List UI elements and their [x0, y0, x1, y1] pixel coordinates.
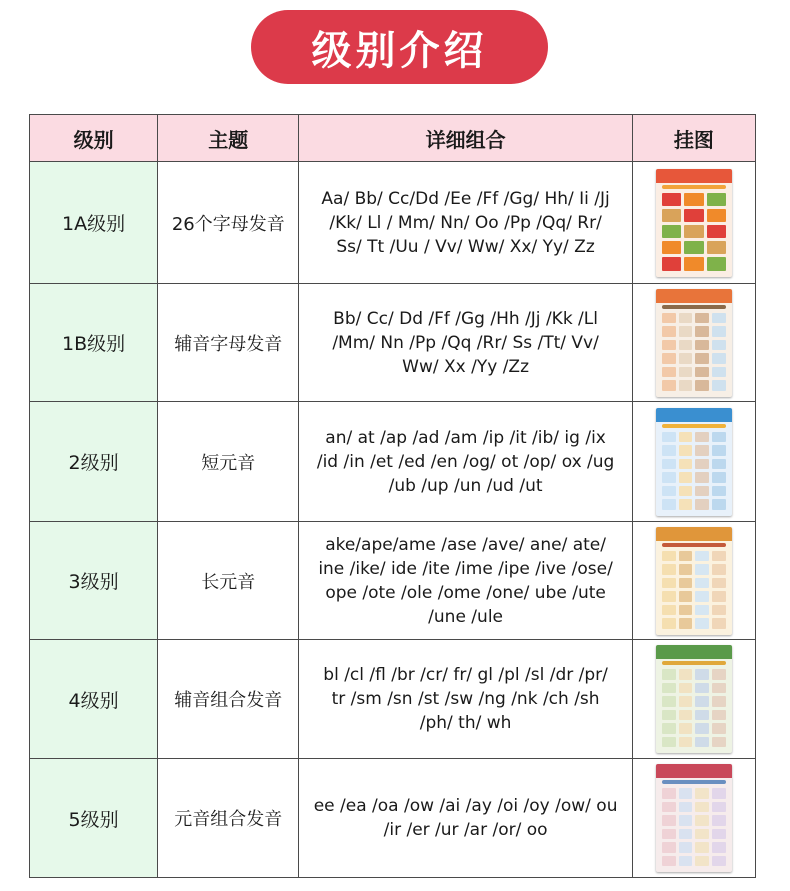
poster-card-grid [662, 551, 726, 629]
poster-card [679, 710, 693, 721]
poster-card [695, 380, 709, 391]
poster-card [712, 618, 726, 629]
poster-card [662, 696, 676, 707]
poster-card [679, 380, 693, 391]
poster-card [679, 313, 693, 324]
poster-card [679, 683, 693, 694]
poster-card [712, 710, 726, 721]
poster-card [707, 241, 726, 254]
poster-card [679, 459, 693, 470]
poster-card [679, 723, 693, 734]
poster-card [695, 340, 709, 351]
poster-card [695, 618, 709, 629]
detail-line: ee /ea /oa /ow /ai /ay /oi /oy /ow/ ou [313, 796, 618, 816]
poster-card [712, 551, 726, 562]
poster-card [662, 499, 676, 510]
poster-card [712, 578, 726, 589]
poster-card [712, 326, 726, 337]
poster-card [707, 209, 726, 222]
poster-card [695, 564, 709, 575]
poster-card [712, 353, 726, 364]
poster-card [695, 723, 709, 734]
table-row [30, 759, 756, 878]
level-table [29, 114, 756, 878]
poster-card [695, 551, 709, 562]
poster-card [712, 367, 726, 378]
long-vowel-poster-icon[interactable] [656, 527, 732, 635]
poster-card [662, 225, 681, 238]
poster-card [712, 486, 726, 497]
detail-line: ine /ike/ ide /ite /ime /ipe /ive /ose/ [318, 558, 613, 579]
level-cell: 5级别 [30, 759, 158, 878]
poster-card [662, 313, 676, 324]
poster-card [707, 257, 726, 270]
poster-card [695, 669, 709, 680]
poster-card [662, 326, 676, 337]
detail-line: /ph/ th/ wh [419, 713, 512, 733]
poster-card [662, 209, 681, 222]
poster-card [662, 459, 676, 470]
poster-card [712, 669, 726, 680]
poster-card [695, 313, 709, 324]
poster-card [679, 802, 693, 813]
poster-card [684, 209, 703, 222]
topic-cell: 26个字母发音 [158, 162, 299, 284]
poster-card [684, 257, 703, 270]
poster-card [679, 432, 693, 443]
poster-card [679, 829, 693, 840]
detail-line: /ub /up /un /ud /ut [388, 475, 543, 496]
detail-cell [299, 402, 632, 522]
poster-card [695, 432, 709, 443]
poster-card [679, 445, 693, 456]
poster-card [662, 842, 676, 853]
poster-title-strip [662, 661, 726, 665]
detail-cell [299, 640, 632, 759]
poster-card [679, 564, 693, 575]
poster-card [695, 459, 709, 470]
table-row [30, 402, 756, 522]
poster-title-strip [662, 780, 726, 784]
short-vowel-poster-icon[interactable] [656, 408, 732, 516]
poster-card [679, 605, 693, 616]
table-row [30, 522, 756, 640]
poster-card [679, 551, 693, 562]
table-row [30, 640, 756, 759]
poster-card [712, 802, 726, 813]
detail-line: bl /cl /fl /br /cr/ fr/ gl /pl /sl /dr /pr/ [323, 665, 608, 685]
poster-card [712, 788, 726, 799]
poster-card [695, 842, 709, 853]
poster-card [707, 225, 726, 238]
poster-header-band [656, 289, 732, 303]
poster-card [662, 193, 681, 206]
poster-card [695, 353, 709, 364]
poster-card [695, 788, 709, 799]
poster-card [695, 710, 709, 721]
poster-card [662, 737, 676, 748]
poster-card [712, 564, 726, 575]
poster-card-grid [662, 432, 726, 510]
poster-cell [632, 522, 755, 640]
poster-card [679, 815, 693, 826]
poster-title-strip [662, 424, 726, 428]
poster-card [712, 696, 726, 707]
poster-header-band [656, 645, 732, 659]
poster-cell [632, 759, 755, 878]
poster-card [662, 353, 676, 364]
detail-line: ope /ote /ole /ome /one/ ube /ute [325, 582, 606, 603]
poster-card [679, 326, 693, 337]
title-banner [251, 10, 548, 84]
poster-card [662, 618, 676, 629]
poster-card [679, 578, 693, 589]
poster-card [679, 618, 693, 629]
poster-card-grid [662, 193, 726, 271]
topic-cell: 元音组合发音 [158, 759, 299, 878]
poster-card [679, 856, 693, 867]
poster-card [679, 591, 693, 602]
detail-cell [299, 759, 632, 878]
header-detail: 详细组合 [299, 115, 632, 162]
poster-cell [632, 640, 755, 759]
poster-card [662, 788, 676, 799]
poster-card [662, 551, 676, 562]
poster-title-strip [662, 543, 726, 547]
poster-card [662, 578, 676, 589]
poster-card [695, 591, 709, 602]
poster-card [679, 696, 693, 707]
poster-card [712, 591, 726, 602]
detail-line: Ww/ Xx /Yy /Zz [402, 356, 529, 377]
poster-card [712, 815, 726, 826]
poster-card [662, 710, 676, 721]
poster-card [679, 353, 693, 364]
poster-card [662, 241, 681, 254]
poster-card [662, 683, 676, 694]
detail-cell [299, 522, 632, 640]
poster-card [662, 340, 676, 351]
poster-card [679, 842, 693, 853]
poster-card [679, 669, 693, 680]
poster-card [662, 856, 676, 867]
poster-card [662, 472, 676, 483]
poster-card [707, 193, 726, 206]
poster-card [695, 367, 709, 378]
poster-cell [632, 284, 755, 402]
poster-card [695, 856, 709, 867]
poster-card [662, 669, 676, 680]
poster-card [695, 696, 709, 707]
poster-card [662, 445, 676, 456]
poster-card [712, 737, 726, 748]
vowel-team-poster-icon[interactable] [656, 764, 732, 872]
poster-card [695, 605, 709, 616]
poster-header-band [656, 764, 732, 778]
table-header-row [30, 115, 756, 162]
poster-card [662, 367, 676, 378]
detail-line: /une /ule [428, 606, 503, 627]
topic-cell: 辅音组合发音 [158, 640, 299, 759]
poster-card [712, 499, 726, 510]
header-topic: 主题 [158, 115, 299, 162]
poster-header-band [656, 408, 732, 422]
poster-cell [632, 162, 755, 284]
poster-card [712, 445, 726, 456]
header-level: 级别 [30, 115, 158, 162]
poster-card [712, 723, 726, 734]
page-title: 级别介绍 [311, 27, 488, 74]
poster-card [712, 340, 726, 351]
poster-card [684, 241, 703, 254]
poster-title-strip [662, 185, 726, 189]
poster-card [662, 723, 676, 734]
detail-line: tr /sm /sn /st /sw /ng /nk /ch /sh [331, 689, 600, 709]
header-poster: 挂图 [632, 115, 755, 162]
poster-card [662, 564, 676, 575]
poster-card [679, 499, 693, 510]
poster-card [695, 815, 709, 826]
level-cell: 1B级别 [30, 284, 158, 402]
poster-card [695, 829, 709, 840]
poster-title-strip [662, 305, 726, 309]
level-cell: 1A级别 [30, 162, 158, 284]
poster-card [712, 380, 726, 391]
poster-card [712, 459, 726, 470]
detail-line: /Mm/ Nn /Pp /Qq /Rr/ Ss /Tt/ Vv/ [332, 332, 599, 353]
poster-card [679, 367, 693, 378]
poster-card [662, 815, 676, 826]
poster-card [662, 802, 676, 813]
poster-card [712, 829, 726, 840]
topic-cell: 长元音 [158, 522, 299, 640]
poster-card [712, 856, 726, 867]
level-cell: 2级别 [30, 402, 158, 522]
detail-cell [299, 284, 632, 402]
poster-card [662, 432, 676, 443]
poster-card [662, 380, 676, 391]
detail-line: /id /in /et /ed /en /og/ ot /op/ ox /ug [316, 451, 615, 472]
table-row [30, 284, 756, 402]
topic-cell: 短元音 [158, 402, 299, 522]
poster-card [684, 225, 703, 238]
poster-card [695, 472, 709, 483]
poster-card [662, 486, 676, 497]
topic-cell: 辅音字母发音 [158, 284, 299, 402]
poster-card [695, 445, 709, 456]
poster-card [679, 486, 693, 497]
poster-card [712, 683, 726, 694]
poster-header-band [656, 169, 732, 183]
poster-card [662, 605, 676, 616]
poster-card [679, 737, 693, 748]
poster-card [684, 193, 703, 206]
poster-card [712, 842, 726, 853]
poster-card [712, 605, 726, 616]
table-row [30, 162, 756, 284]
consonant-poster-icon[interactable] [656, 289, 732, 397]
detail-line: ake/ape/ame /ase /ave/ ane/ ate/ [325, 534, 606, 555]
poster-card [695, 326, 709, 337]
poster-card [679, 472, 693, 483]
poster-card [695, 683, 709, 694]
poster-card [712, 432, 726, 443]
detail-line: Bb/ Cc/ Dd /Ff /Gg /Hh /Jj /Kk /Ll [333, 308, 598, 329]
poster-card [695, 802, 709, 813]
detail-line: Ss/ Tt /Uu / Vv/ Ww/ Xx/ Yy/ Zz [336, 236, 595, 257]
poster-card [712, 472, 726, 483]
detail-line: /Kk/ Ll / Mm/ Nn/ Oo /Pp /Qq/ Rr/ [329, 212, 602, 233]
poster-card [695, 499, 709, 510]
poster-card [679, 788, 693, 799]
poster-card-grid [662, 313, 726, 391]
level-cell: 3级别 [30, 522, 158, 640]
poster-card [662, 829, 676, 840]
poster-header-band [656, 527, 732, 541]
poster-card [662, 257, 681, 270]
detail-line: /ir /er /ur /ar /or/ oo [383, 820, 548, 840]
detail-line: an/ at /ap /ad /am /ip /it /ib/ ig /ix [325, 427, 606, 448]
poster-card [712, 313, 726, 324]
detail-cell [299, 162, 632, 284]
detail-line: Aa/ Bb/ Cc/Dd /Ee /Ff /Gg/ Hh/ Ii /Jj [321, 188, 610, 209]
alphabet-poster-icon[interactable] [656, 169, 732, 277]
poster-cell [632, 402, 755, 522]
poster-card [679, 340, 693, 351]
poster-card-grid [662, 788, 726, 866]
poster-card [695, 486, 709, 497]
consonant-blend-poster-icon[interactable] [656, 645, 732, 753]
poster-card [695, 578, 709, 589]
poster-card [695, 737, 709, 748]
poster-card-grid [662, 669, 726, 747]
poster-card [662, 591, 676, 602]
level-cell: 4级别 [30, 640, 158, 759]
